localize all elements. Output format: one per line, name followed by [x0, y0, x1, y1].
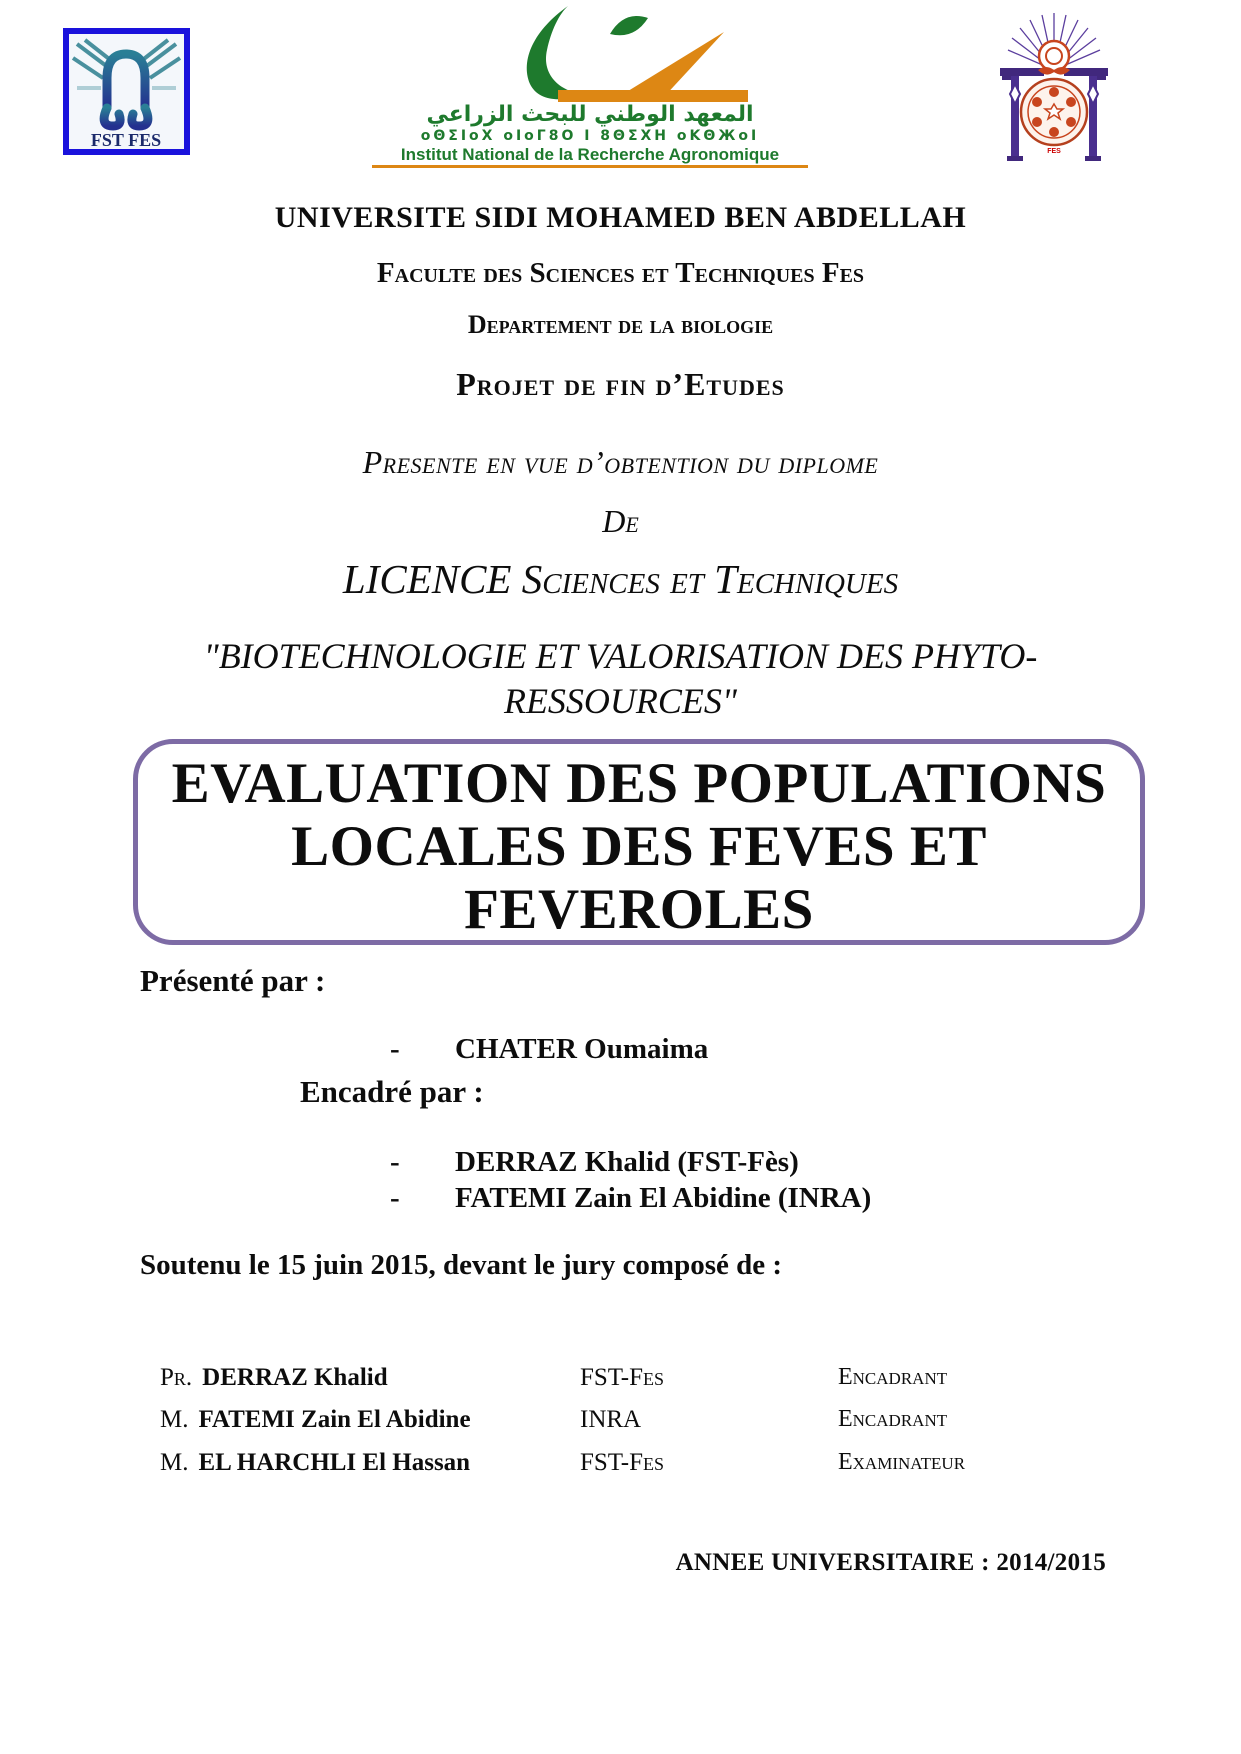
jury-row-1 [0, 1364, 1241, 1398]
jury-member [160, 1406, 471, 1434]
academic-year: ANNEE UNIVERSITAIRE : 2014/2015 [675, 1549, 1106, 1576]
department-title: Departement de la biologie [467, 310, 774, 339]
fst-fes-logo [63, 28, 190, 155]
inra-leaf [610, 16, 648, 35]
jury-org: FST-Fes [580, 1364, 665, 1391]
jury-title: M. [160, 1406, 189, 1433]
speciality-title [0, 634, 1241, 724]
defense-note: Soutenu le 15 juin 2015, devant le jury composé de : [140, 1249, 783, 1281]
jury-org: FST-Fes [580, 1449, 665, 1476]
jury-member [160, 1449, 470, 1477]
jury-name: FATEMI Zain El Abidine [198, 1406, 471, 1433]
inra-bar [558, 90, 748, 102]
supervised-by-label: Encadré par : [300, 1074, 484, 1109]
supervisor-name-2: FATEMI Zain El Abidine (INRA) [455, 1182, 872, 1214]
main-title [138, 752, 1140, 941]
inra-french-name: Institut National de la Recherche Agronomique [372, 145, 808, 168]
main-title-line-3: FEVEROLES [464, 878, 814, 941]
speciality-line-1: "BIOTECHNOLOGIE ET VALORISATION DES PHYTO- [203, 636, 1038, 676]
project-title: Projet de fin d’Etudes [456, 366, 785, 402]
jury-row-3 [0, 1449, 1241, 1483]
presented-by-label: Présenté par : [140, 963, 326, 998]
speciality-line-2: RESSOURCES" [503, 681, 738, 721]
faculty-title: Faculte des Sciences et Techniques Fes [376, 257, 865, 289]
diploma-intro-line: Presente en vue d’obtention du diplome [362, 444, 879, 480]
inra-swoosh [527, 6, 582, 99]
jury-row-2 [0, 1406, 1241, 1440]
diploma-de-line: De [602, 503, 639, 539]
inra-arabic-name: المعهد الوطني للبحث الزراعي [426, 102, 754, 127]
supervisor-item-1 [390, 1146, 799, 1179]
inra-tifinagh-name: oΘΣIoX oIoΓ8O I 8ΘΣXH oKΘЖoI [420, 128, 760, 144]
inra-triangle [620, 32, 724, 99]
main-title-box [133, 739, 1145, 945]
usmba-medallion [1021, 41, 1087, 145]
jury-role: Examinateur [838, 1449, 966, 1475]
supervisor-item-2 [390, 1182, 871, 1215]
presented-by-item [390, 1033, 708, 1066]
jury-title: Pr. [160, 1364, 193, 1391]
list-dash: - [390, 1033, 400, 1065]
main-title-line-2: LOCALES DES FEVES ET [291, 815, 987, 878]
list-dash: - [390, 1182, 400, 1214]
jury-role: Encadrant [838, 1406, 948, 1432]
jury-member [160, 1364, 388, 1392]
university-title: UNIVERSITE SIDI MOHAMED BEN ABDELLAH [274, 201, 967, 234]
jury-org: INRA [580, 1406, 642, 1433]
jury-name: DERRAZ Khalid [202, 1364, 388, 1391]
student-name: CHATER Oumaima [455, 1033, 709, 1065]
usmba-logo-label: FES [1047, 148, 1061, 155]
jury-role: Encadrant [838, 1364, 948, 1390]
supervisor-name-1: DERRAZ Khalid (FST-Fès) [455, 1146, 799, 1178]
jury-title: M. [160, 1449, 189, 1476]
inra-logo [372, 4, 808, 164]
jury-name: EL HARCHLI El Hassan [198, 1449, 471, 1476]
list-dash: - [390, 1146, 400, 1178]
fst-logo-label: FST FES [90, 130, 162, 150]
main-title-line-1: EVALUATION DES POPULATIONS [171, 752, 1107, 815]
usmba-logo [998, 12, 1110, 164]
licence-title: LICENCE Sciences et Techniques [342, 556, 899, 602]
